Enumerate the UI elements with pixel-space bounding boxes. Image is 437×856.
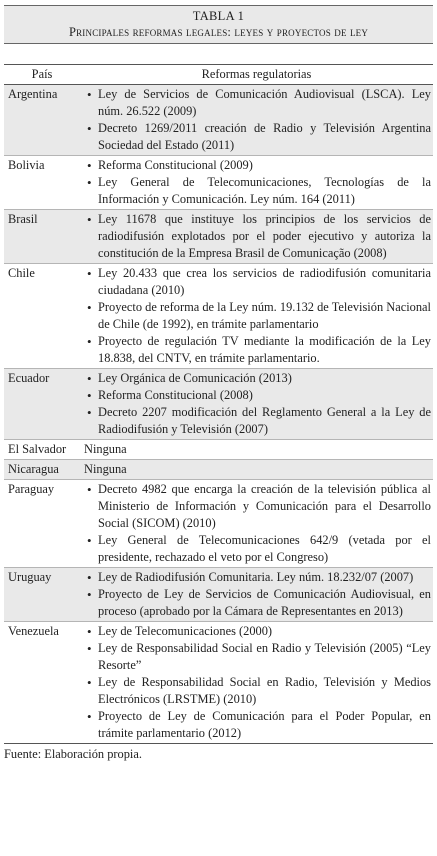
reforms-list [84, 481, 431, 566]
table-header-row [4, 65, 433, 85]
reform-item: • Ley de Responsabilidad Social en Radio y Televisión (2005) “Ley Resorte” [84, 640, 431, 674]
reform-item: • Proyecto de Ley de Servicios de Comunicación Audiovisual, en proceso (aprobado por la Cámara de Representantes en 2013) [84, 586, 431, 620]
table-row [4, 369, 433, 440]
reform-item: • Ley de Telecomunicaciones (2000) [84, 623, 431, 640]
reforms-list [84, 86, 431, 154]
reform-item: • Ley 20.433 que crea los servicios de radiodifusión comunitaria ciudadana (2010) [84, 265, 431, 299]
reform-item: • Ley General de Telecomunicaciones 642/9 (vetada por el presidente, rechazado el veto por el Congreso) [84, 532, 431, 566]
reform-item: • Reforma Constitucional (2008) [84, 387, 431, 404]
reform-item: • Proyecto de reforma de la Ley núm. 19.132 de Televisión Nacional de Chile (de 1992), en trámite parlamentario [84, 299, 431, 333]
reforms-list [84, 370, 431, 438]
table-row [4, 264, 433, 369]
reforms-list [84, 211, 431, 262]
reforms-cell: Ninguna [84, 442, 127, 456]
reform-item: • Ley 11678 que instituye los principios de los servicios de radiodifusión explotados por el poder ejecutivo y autoriza la constitución de la Empresa Brasil de Comunicação (2008) [84, 211, 431, 262]
country-cell: Uruguay [4, 568, 80, 622]
reform-item: • Ley de Responsabilidad Social en Radio, Televisión y Medios Electrónicos (LRSTME) (2010) [84, 674, 431, 708]
table-body [4, 85, 433, 744]
country-cell: Argentina [4, 85, 80, 156]
table-row [4, 156, 433, 210]
reform-item: • Decreto 1269/2011 creación de Radio y Televisión Argentina Sociedad del Estado (2011) [84, 120, 431, 154]
table-row [4, 480, 433, 568]
source-note: Fuente: Elaboración propia. [4, 747, 142, 761]
document-page [0, 5, 437, 856]
country-cell: Chile [8, 266, 35, 280]
reforms-list [84, 157, 431, 208]
reforms-cell [80, 210, 433, 264]
reforms-cell: Ninguna [80, 460, 433, 480]
table-row [4, 460, 433, 480]
reform-item: • Decreto 2207 modificación del Reglamento General a la Ley de Radiodifusión y Televisión (2007) [84, 404, 431, 438]
country-cell: Nicaragua [4, 460, 80, 480]
country-cell: Bolivia [8, 158, 45, 172]
table-row [4, 440, 433, 460]
table-row [4, 210, 433, 264]
reform-item: • Ley General de Telecomunicaciones, Tecnologías de la Información y Comunicación. Ley núm. 164 (2011) [84, 174, 431, 208]
reforms-cell [80, 156, 433, 210]
reform-item: • Proyecto de Ley de Comunicación para el Poder Popular, en trámite parlamentario (2012) [84, 708, 431, 742]
header-reforms: Reformas regulatorias [80, 65, 433, 85]
table-title: Principales reformas legales: leyes y proyectos de ley [68, 25, 369, 39]
reform-item: • Proyecto de regulación TV mediante la modificación de la Ley 18.838, del CNTV, en trámite parlamentario. [84, 333, 431, 367]
reforms-list [84, 569, 431, 620]
reforms-table [4, 64, 433, 744]
reforms-cell [80, 369, 433, 440]
reforms-list [84, 265, 431, 367]
reforms-cell [80, 568, 433, 622]
country-cell: Ecuador [4, 369, 80, 440]
reform-item: • Ley de Radiodifusión Comunitaria. Ley núm. 18.232/07 (2007) [84, 569, 431, 586]
reform-item: • Ley de Servicios de Comunicación Audiovisual (LSCA). Ley núm. 26.522 (2009) [84, 86, 431, 120]
country-cell: El Salvador [8, 442, 67, 456]
table-row [4, 85, 433, 156]
reforms-cell [80, 480, 433, 568]
country-cell: Brasil [4, 210, 80, 264]
table-row [4, 622, 433, 744]
reform-item: • Ley Orgánica de Comunicación (2013) [84, 370, 431, 387]
header-country: País [4, 65, 80, 85]
table-number: TABLA 1 [192, 9, 245, 23]
table-caption [4, 5, 433, 44]
table-row [4, 568, 433, 622]
reform-item: • Decreto 4982 que encarga la creación de la televisión pública al Ministerio de Información y Comunicación para el Desarrollo Social (SICOM) (2010) [84, 481, 431, 532]
reforms-cell [80, 622, 433, 744]
reforms-cell [80, 85, 433, 156]
country-cell: Venezuela [8, 624, 59, 638]
country-cell: Paraguay [8, 482, 55, 496]
reform-item: • Reforma Constitucional (2009) [84, 157, 431, 174]
reforms-cell [80, 264, 433, 369]
reforms-list [84, 623, 431, 742]
